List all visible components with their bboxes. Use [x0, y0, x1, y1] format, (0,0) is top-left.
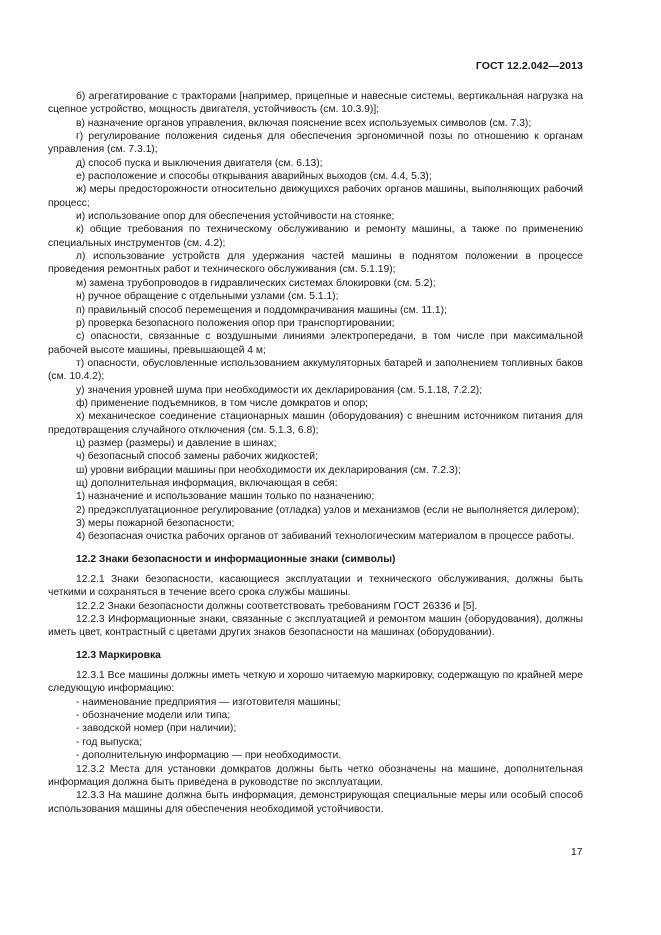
list-item: в) назначение органов управления, включая пояснение всех используемых символов (см. 7.3);	[76, 117, 532, 129]
list-item: ж) меры предосторожности относительно движущихся рабочих органов машины, выполняющих рабочий процесс;	[48, 184, 583, 209]
list-item: и) использование опор для обеспечения устойчивости на стоянке;	[76, 211, 395, 223]
paragraph: 12.3.3 На машине должна быть информация, демонстрирующая специальные меры или особый способ использования машины для обеспечения необходимой устойчивости.	[48, 790, 583, 815]
list-item: к) общие требования по техническому обслуживанию и ремонту машины, а также по применению специальных инструментов (см. 4.2);	[48, 224, 583, 249]
list-item: щ) дополнительная информация, включающая в себя:	[76, 477, 338, 489]
list-item: ф) применение подъемников, в том числе домкратов и опор;	[76, 397, 369, 409]
paragraph: 12.2.3 Информационные знаки, связанные с эксплуатацией и ремонтом машин (оборудования), должны иметь цвет, контрастный с цветами других знаков безопасности на машинах (оборудовании).	[48, 614, 583, 639]
document-header: ГОСТ 12.2.042—2013	[475, 60, 583, 72]
paragraph: 12.3.1 Все машины должны иметь четкую и хорошо читаемую маркировку, содержащую по крайней мере следующую информацию:	[48, 670, 583, 695]
list-item: с) опасности, связанные с воздушными линиями электропередачи, в том числе при максимальной рабочей высоте машины, превышающей 4 м;	[48, 331, 583, 356]
list-item: б) агрегатирование с тракторами [например, прицепные и навесные системы, вертикальная нагрузка на сцепное устройство, мощность двигателя, устойчивость (см. 10.3.9)];	[48, 91, 583, 116]
section-heading: 12.3 Маркировка	[76, 649, 161, 661]
list-item: н) ручное обращение с отдельными узлами (см. 5.1.1);	[76, 291, 339, 303]
list-item: т) опасности, обусловленные использованием аккумуляторных батарей и заполнением топливных баков (см. 10.4.2);	[48, 357, 583, 383]
document-body	[48, 90, 583, 816]
list-item: г) регулирование положения сиденья для обеспечения эргономичной позы по отношению к органам управления (см. 7.3.1);	[48, 131, 583, 156]
list-item: ш) уровни вибрации машины при необходимости их декларирования (см. 7.2.3);	[76, 464, 461, 476]
paragraph: 12.2.2 Знаки безопасности должны соответствовать требованиям ГОСТ 26336 и [5].	[76, 600, 478, 612]
dash-list-item: - заводской номер (при наличии);	[76, 723, 237, 735]
list-item: п) правильный способ перемещения и поддомкрачивания машины (см. 11.1);	[76, 304, 447, 316]
dash-list-item: - дополнительную информацию — при необходимости.	[76, 750, 342, 762]
sub-list-item: 2) предэксплуатационное регулирование (отладка) узлов и механизмов (если не выполняется дилером);	[76, 504, 580, 516]
section-heading: 12.2 Знаки безопасности и информационные знаки (символы)	[76, 553, 396, 565]
page-number: 17	[571, 847, 583, 858]
list-item: м) замена трубопроводов в гидравлических системах блокировки (см. 5.2);	[76, 277, 436, 289]
list-item: ч) безопасный способ замены рабочих жидкостей;	[76, 451, 318, 463]
list-item: х) механическое соединение стационарных машин (оборудования) с внешним источником питания для предотвращения случайного отключения (см. 5.1.3, 6.8);	[48, 411, 583, 436]
list-item: д) способ пуска и выключения двигателя (см. 6.13);	[76, 157, 323, 169]
dash-list-item: - год выпуска;	[76, 736, 143, 748]
list-item: л) использование устройств для удержания частей машины в поднятом положении в процессе проведения ремонтных работ и технического обслуживания (см. 5.1.19);	[48, 251, 583, 276]
list-item: ц) размер (размеры) и давление в шинах;	[76, 437, 277, 449]
sub-list-item: 3) меры пожарной безопасности;	[76, 518, 235, 529]
list-item: р) проверка безопасного положения опор при транспортировании;	[76, 317, 395, 329]
paragraph: 12.2.1 Знаки безопасности, касающиеся эксплуатации и технического обслуживания, должны быть четкими и сохраняться в течение всего срока службы машины.	[48, 574, 583, 599]
list-item: у) значения уровней шума при необходимости их декларирования (см. 5.1.18, 7.2.2);	[76, 384, 483, 396]
paragraph: 12.3.2 Места для установки домкратов должны быть четко обозначены на машине, дополнительная информация должна быть приведена в руководстве по эксплуатации.	[48, 763, 583, 788]
list-item: е) расположение и способы открывания аварийных выходов (см. 4.4, 5.3);	[76, 171, 432, 183]
sub-list-item: 4) безопасная очистка рабочих органов от забиваний технологическим материалом в процессе работы.	[76, 531, 575, 543]
dash-list-item: - обозначение модели или типа;	[76, 710, 231, 722]
dash-list-item: - наименование предприятия — изготовителя машины;	[76, 696, 341, 708]
sub-list-item: 1) назначение и использование машин только по назначению;	[76, 491, 375, 503]
